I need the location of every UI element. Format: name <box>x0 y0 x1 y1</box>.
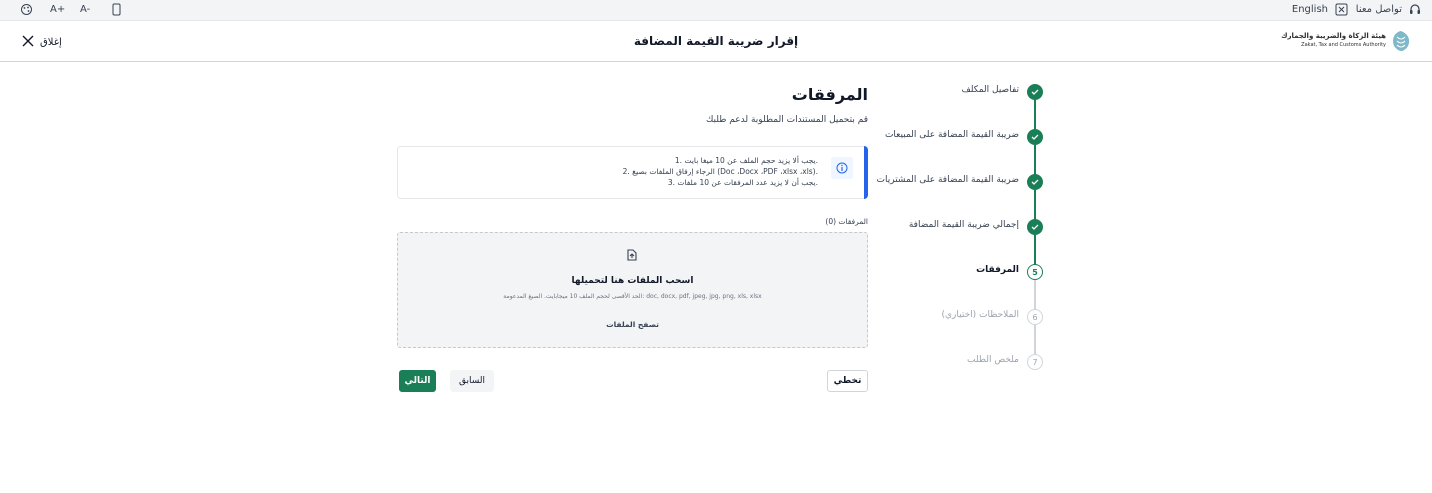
headset-icon[interactable] <box>1408 3 1422 22</box>
step-3-label[interactable]: ضريبة القيمة المضافة على المشتريات <box>876 175 1019 185</box>
attachments-count-label: المرفقات (0) <box>825 217 868 226</box>
step-1-circle <box>1027 84 1043 100</box>
dropzone-title: اسحب الملفات هنا لتحميلها <box>571 276 694 286</box>
step-6-circle: 6 <box>1027 309 1043 325</box>
check-icon <box>1031 223 1039 231</box>
step-7-circle: 7 <box>1027 354 1043 370</box>
step-5-label: المرفقات <box>976 265 1019 275</box>
step-connector <box>1034 280 1036 310</box>
contact-link[interactable]: تواصل معنا <box>1355 4 1402 15</box>
check-icon <box>1031 88 1039 96</box>
info-accent-bar <box>864 146 868 199</box>
mobile-icon[interactable] <box>112 3 121 21</box>
info-alert <box>397 146 868 199</box>
translate-icon[interactable] <box>1335 3 1348 21</box>
step-connector <box>1034 100 1036 130</box>
browse-files-link[interactable]: تصفح الملفات <box>606 320 659 329</box>
info-list <box>623 155 818 188</box>
upload-icon <box>625 247 639 267</box>
dropzone-hint: الحد الأقصى لحجم الملف 10 ميجابايت. الصيغ المدعومة: doc, docx, pdf, jpeg, jpg, png, xls, xlsx <box>503 293 762 300</box>
step-2-label[interactable]: ضريبة القيمة المضافة على المبيعات <box>884 130 1019 140</box>
section-subtitle: قم بتحميل المستندات المطلوبة لدعم طلبك <box>705 115 868 125</box>
step-1-label[interactable]: تفاصيل المكلف <box>961 85 1019 95</box>
step-connector <box>1034 325 1036 355</box>
step-4-label[interactable]: إجمالي ضريبة القيمة المضافة <box>908 220 1019 230</box>
step-5-circle: 5 <box>1027 264 1043 280</box>
info-line: 2. الرجاء إرفاق الملفات بصيغ (Doc ،Docx ،PDF ،xlsx ،xls). <box>622 167 818 176</box>
close-label: إغلاق <box>40 36 62 48</box>
file-dropzone[interactable] <box>397 232 868 348</box>
section-title: المرفقات <box>791 85 868 104</box>
language-switch[interactable]: English <box>1291 4 1328 15</box>
step-2-circle <box>1027 129 1043 145</box>
previous-button[interactable]: السابق <box>450 370 494 392</box>
check-icon <box>1031 133 1039 141</box>
info-icon <box>831 157 853 179</box>
font-increase-button[interactable]: A+ <box>50 4 66 15</box>
step-6-label: الملاحظات (اختياري) <box>941 310 1019 320</box>
logo-text-en: Zakat, Tax and Customs Authority <box>1301 42 1386 48</box>
logo-mark-icon <box>1390 29 1412 53</box>
zatca-logo <box>1281 27 1412 55</box>
step-connector <box>1034 145 1036 175</box>
step-4-circle <box>1027 219 1043 235</box>
app-header <box>0 21 1432 62</box>
logo-text-ar: هيئة الزكاة والضريبة والجمارك <box>1281 32 1386 40</box>
skip-button[interactable]: تخطي <box>827 370 868 392</box>
step-3-circle <box>1027 174 1043 190</box>
theme-icon[interactable] <box>20 3 33 21</box>
check-icon <box>1031 178 1039 186</box>
next-button[interactable]: التالي <box>399 370 436 392</box>
info-line: 1. يجب ألا يزيد حجم الملف عن 10 ميغا بايت. <box>674 156 818 165</box>
info-line: 3. يجب أن لا يزيد عدد المرفقات عن 10 ملفات. <box>667 178 818 187</box>
step-connector <box>1034 190 1036 220</box>
font-decrease-button[interactable]: A- <box>80 4 91 15</box>
utility-bar <box>0 0 1432 21</box>
page-title: إقرار ضريبة القيمة المضافة <box>633 34 799 48</box>
step-connector <box>1034 235 1036 265</box>
step-7-label: ملخص الطلب <box>967 355 1019 365</box>
